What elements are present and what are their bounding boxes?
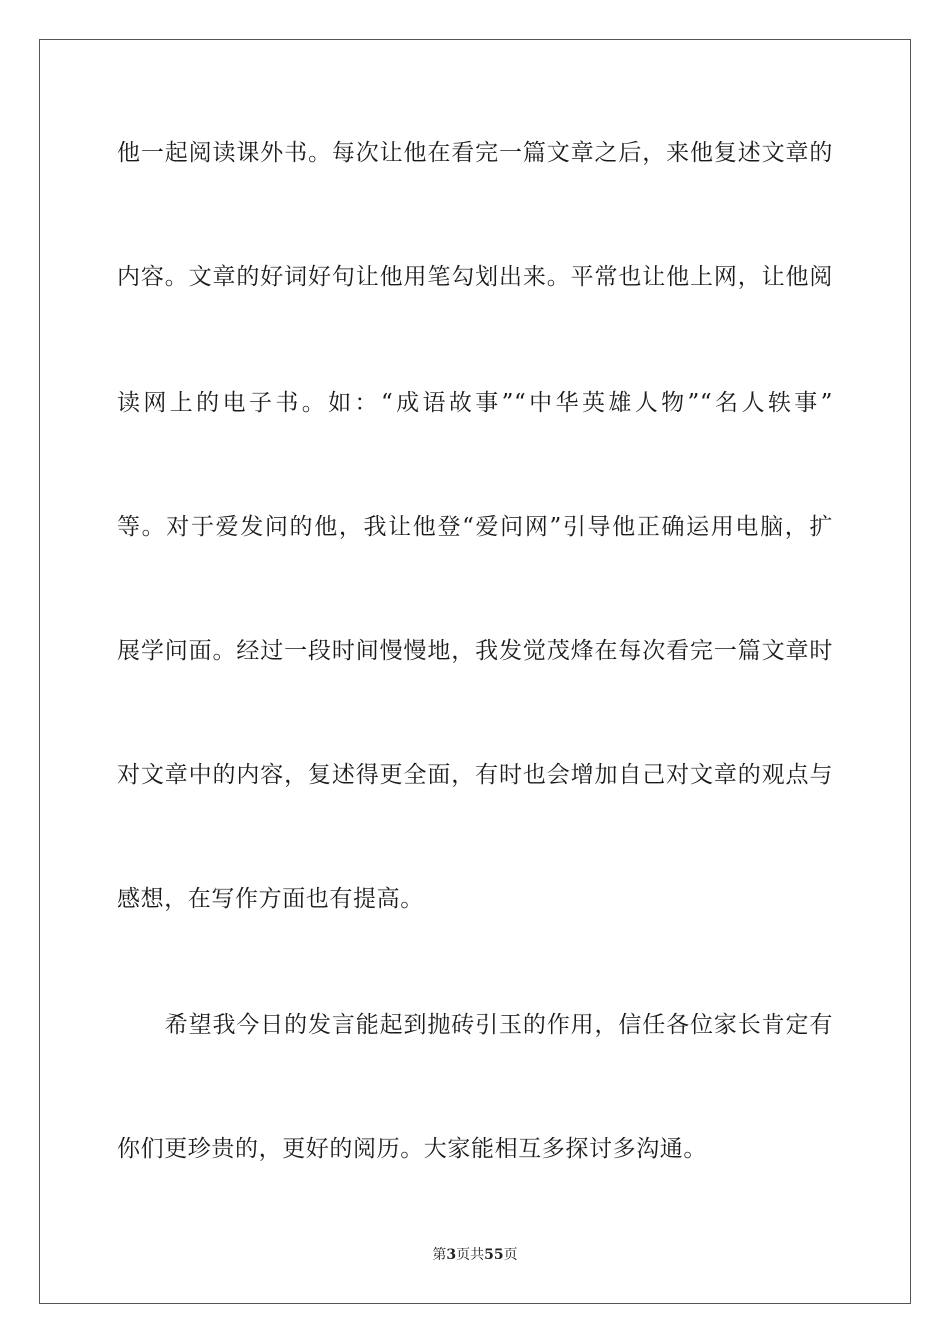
page-prefix: 第 [432, 1247, 447, 1263]
page-footer [0, 1246, 950, 1264]
total-suffix: 页 [503, 1247, 518, 1263]
page-suffix: 页 [456, 1247, 471, 1263]
total-page-count: 55 [484, 1247, 504, 1263]
total-prefix: 共 [470, 1247, 485, 1263]
paragraph-line-7: 感想，在写作方面也有提高。 [117, 886, 424, 912]
page-border [39, 39, 911, 1304]
current-page-number: 3 [446, 1247, 457, 1263]
paragraph-line-4: 等。对于爱发问的他，我让他登“爱问网”引导他正确运用电脑，扩 [117, 514, 833, 540]
paragraph-line-5: 展学问面。经过一段时间慢慢地，我发觉茂烽在每次看完一篇文章时 [117, 638, 833, 664]
paragraph-line-2: 内容。文章的好词好句让他用笔勾划出来。平常也让他上网，让他阅 [117, 264, 833, 290]
paragraph-line-8: 希望我今日的发言能起到抛砖引玉的作用，信任各位家长肯定有 [117, 1012, 833, 1038]
paragraph-line-1: 他一起阅读课外书。每次让他在看完一篇文章之后，来他复述文章的 [117, 140, 833, 166]
paragraph-line-3: 读网上的电子书。如：“成语故事”“中华英雄人物”“名人轶事” [117, 390, 833, 416]
paragraph-line-9: 你们更珍贵的，更好的阅历。大家能相互多探讨多沟通。 [117, 1136, 707, 1162]
paragraph-line-6: 对文章中的内容，复述得更全面，有时也会增加自己对文章的观点与 [117, 762, 833, 788]
